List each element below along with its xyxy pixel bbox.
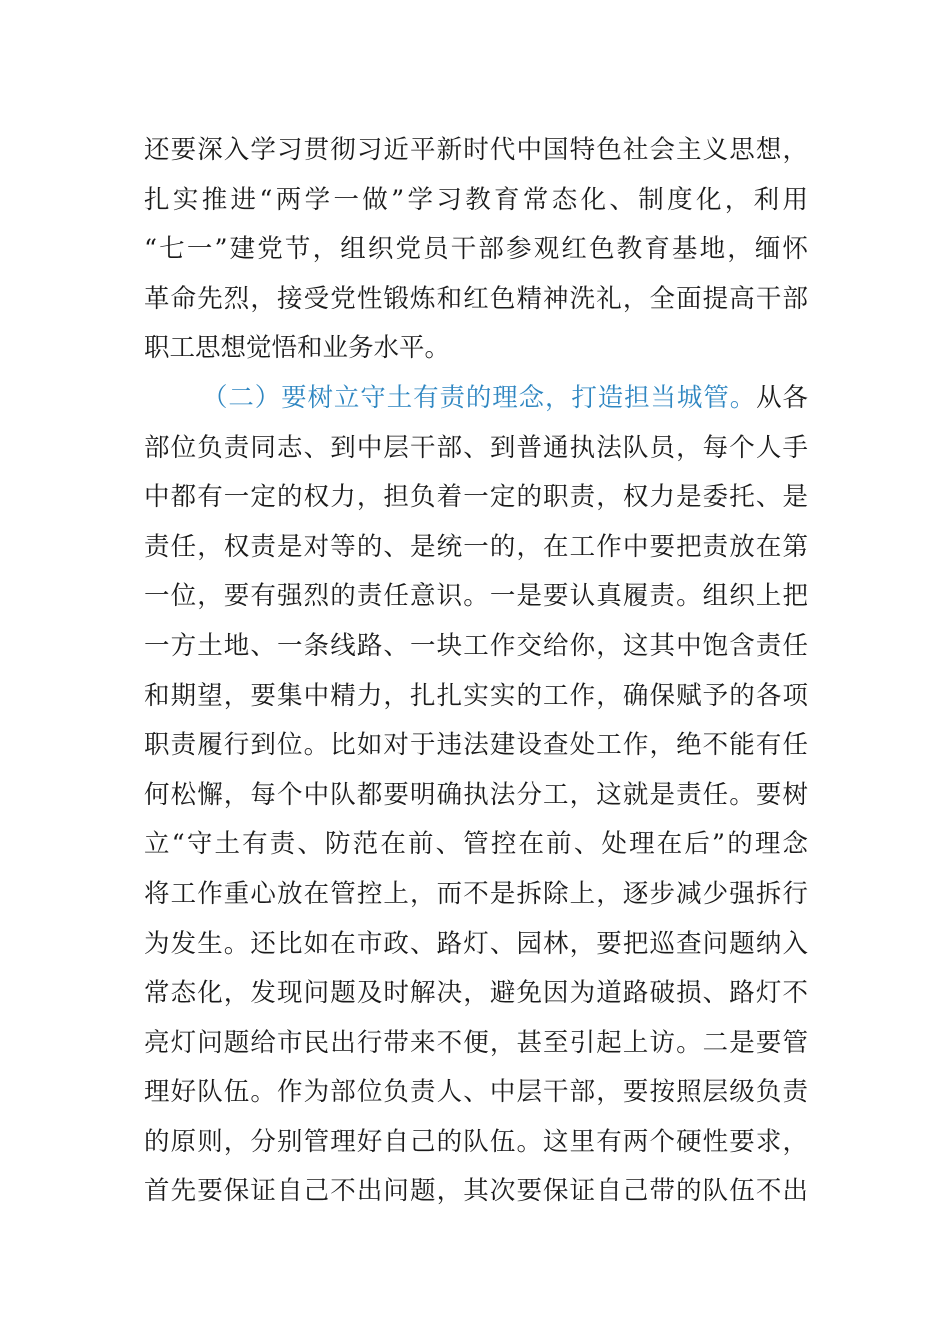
text-line: 扎实推进“两学一做”学习教育常态化、制度化，利用 [144,184,808,215]
text-line: “七一”建党节，组织党员干部参观红色教育基地，缅怀 [144,234,808,265]
section-heading: （二）要树立守土有责的理念，打造担当城管。 [202,382,757,413]
text-line: 部位负责同志、到中层干部、到普通执法队员，每个人手 [144,432,808,463]
text-line: 立“守土有责、防范在前、管控在前、处理在后”的理念 [144,829,808,860]
document-body [144,126,808,1217]
text-line: 一方土地、一条线路、一块工作交给你，这其中饱含责任 [144,630,808,661]
text-line: 和期望，要集中精力，扎扎实实的工作，确保赋予的各项 [144,680,808,711]
text-line: 职责履行到位。比如对于违法建设查处工作，绝不能有任 [144,730,808,761]
text-line: 将工作重心放在管控上，而不是拆除上，逐步减少强拆行 [144,878,808,909]
paragraph-responsibility [144,374,808,1217]
heading-tail-text: 从各 [756,382,808,413]
text-line: 的原则，分别管理好自己的队伍。这里有两个硬性要求， [144,1126,808,1157]
text-line: 还要深入学习贯彻习近平新时代中国特色社会主义思想， [144,135,808,165]
text-line: 中都有一定的权力，担负着一定的职责，权力是委托、是 [144,482,808,513]
text-line: 革命先烈，接受党性锻炼和红色精神洗礼，全面提高干部 [144,283,808,314]
text-line: 首先要保证自己不出问题，其次要保证自己带的队伍不出 [144,1176,808,1207]
text-line: 一位，要有强烈的责任意识。一是要认真履责。组织上把 [144,581,808,612]
text-line: 为发生。还比如在市政、路灯、园林，要把巡查问题纳入 [144,928,808,959]
text-line: 职工思想觉悟和业务水平。 [144,333,451,364]
text-line: 责任，权责是对等的、是统一的，在工作中要把责放在第 [144,531,808,562]
text-line: 何松懈，每个中队都要明确执法分工，这就是责任。要树 [144,779,808,810]
text-line: 亮灯问题给市民出行带来不便，甚至引起上访。二是要管 [144,1027,808,1058]
text-line: 常态化，发现问题及时解决，避免因为道路破损、路灯不 [144,978,808,1009]
paragraph-study-thought [144,126,808,374]
text-line: 理好队伍。作为部位负责人、中层干部，要按照层级负责 [144,1077,808,1108]
heading-line [144,374,808,424]
